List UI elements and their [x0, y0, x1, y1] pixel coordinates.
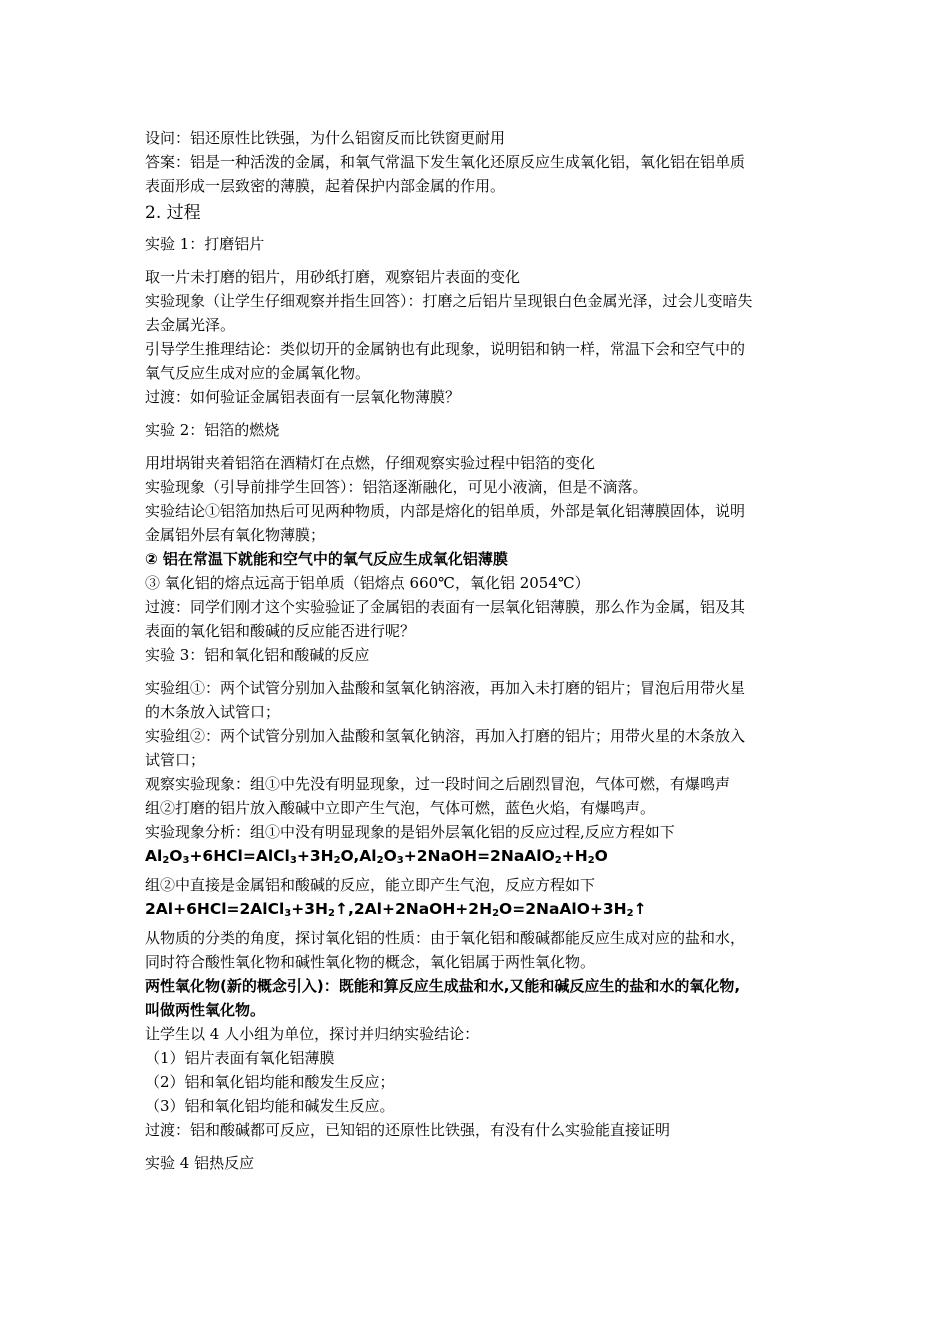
- conclusion-item-1: （1）铝片表面有氧化铝薄膜: [145, 1049, 335, 1067]
- document-page: [145, 126, 815, 1175]
- equation-alumina-reactions: $Al_2O_3+6HCl=AlCl_3+3H_2O,Al_2O_3+2NaOH=2NaAlO_2+H_2O$: [145, 847, 608, 866]
- experiment-group-2-line-1: 实验组②：两个试管分别加入盐酸和氢氧化钠溶，再加入打磨的铝片；用带火星的木条放入: [145, 727, 746, 745]
- property-line-2: 同时符合酸性氧化物和碱性氧化物的概念，氧化铝属于两性氧化物。: [145, 953, 596, 971]
- experiment-group-1-line-2: 的木条放入试管口；: [145, 703, 281, 721]
- answer-line-1: 答案：铝是一种活泼的金属，和氧气常温下发生氧化还原反应生成氧化铝，氧化铝在铝单质: [145, 153, 746, 171]
- conclusion-item-3: （3）铝和氧化铝均能和碱发生反应。: [145, 1097, 395, 1115]
- conclusion-item-2: （2）铝和氧化铝均能和酸发生反应；: [145, 1073, 395, 1091]
- experiment-group-1-line-1: 实验组①：两个试管分别加入盐酸和氢氧化钠溶液，再加入未打磨的铝片；冒泡后用带火星: [145, 679, 746, 697]
- analysis-3: 实验现象分析：组①中没有明显现象的是铝外层氧化铝的反应过程,反应方程如下: [145, 823, 675, 841]
- section-heading-process: 2. 过程: [145, 203, 201, 223]
- transition-2-line-2: 表面的氧化铝和酸碱的反应能否进行呢？: [145, 622, 416, 640]
- answer-line-2: 表面形成一层致密的薄膜，起着保护内部金属的作用。: [145, 177, 506, 195]
- observation-3-line-1: 观察实验现象：组①中先没有明显现象，过一段时间之后剧烈冒泡，气体可燃，有爆鸣声: [145, 775, 731, 793]
- experiment-3-title: 实验 3：铝和氧化铝和酸碱的反应: [145, 646, 370, 664]
- question-line: 设问：铝还原性比铁强，为什么铝窗反而比铁窗更耐用: [145, 129, 506, 147]
- transition-1: 过渡：如何验证金属铝表面有一层氧化物薄膜？: [145, 388, 461, 406]
- experiment-2-procedure: 用坩埚钳夹着铝箔在酒精灯在点燃，仔细观察实验过程中铝箔的变化: [145, 454, 596, 472]
- experiment-2-conclusion-2: ② 铝在常温下就能和空气中的氧气反应生成氧化铝薄膜: [145, 550, 508, 568]
- observation-3-line-2: 组②打磨的铝片放入酸碱中立即产生气泡，气体可燃，蓝色火焰，有爆鸣声。: [145, 799, 656, 817]
- experiment-1-conclusion-2: 氧气反应生成对应的金属氧化物。: [145, 364, 371, 382]
- experiment-1-observation-1: 实验现象（让学生仔细观察并指生回答）：打磨之后铝片呈现银白色金属光泽，过会儿变暗失: [145, 292, 753, 310]
- experiment-2-conclusion-1b: 金属铝外层有氧化物薄膜；: [145, 526, 326, 544]
- equation-aluminum-reactions: $2Al+6HCl=2AlCl_3+3H_2↑,2Al+2NaOH+2H_2O=2NaAlO+3H_2↑$: [145, 900, 647, 919]
- experiment-1-procedure: 取一片未打磨的铝片，用砂纸打磨，观察铝片表面的变化: [145, 268, 521, 286]
- experiment-1-conclusion-1: 引导学生推理结论：类似切开的金属钠也有此现象，说明铝和钠一样，常温下会和空气中的: [145, 340, 746, 358]
- transition-2-line-1: 过渡：同学们刚才这个实验验证了金属铝的表面有一层氧化铝薄膜，那么作为金属，铝及其: [145, 598, 746, 616]
- group-discussion: 让学生以 4 人小组为单位，探讨并归纳实验结论：: [145, 1025, 480, 1043]
- experiment-2-title: 实验 2：铝箔的燃烧: [145, 421, 280, 439]
- experiment-4-title: 实验 4 铝热反应: [145, 1154, 255, 1172]
- experiment-1-observation-2: 去金属光泽。: [145, 316, 236, 334]
- experiment-2-conclusion-1: 实验结论①铝箔加热后可见两种物质，内部是熔化的铝单质，外部是氧化铝薄膜固体，说明: [145, 502, 746, 520]
- property-line-1: 从物质的分类的角度，探讨氧化铝的性质：由于氧化铝和酸碱都能反应生成对应的盐和水，: [145, 929, 746, 947]
- group-2-analysis: 组②中直接是金属铝和酸碱的反应，能立即产生气泡，反应方程如下: [145, 876, 596, 894]
- experiment-group-2-line-2: 试管口；: [145, 751, 206, 769]
- experiment-1-title: 实验 1：打磨铝片: [145, 235, 265, 253]
- definition-line-1: 两性氧化物(新的概念引入)：既能和算反应生成盐和水,又能和碱反应生的盐和水的氧化物,: [145, 977, 741, 995]
- experiment-2-conclusion-3: ③ 氧化铝的熔点远高于铝单质（铝熔点 660℃，氧化铝 2054℃）: [145, 574, 590, 592]
- definition-line-2: 叫做两性氧化物。: [145, 1001, 266, 1019]
- transition-3: 过渡：铝和酸碱都可反应，已知铝的还原性比铁强，有没有什么实验能直接证明: [145, 1121, 671, 1139]
- experiment-2-observation: 实验现象（引导前排学生回答）：铝箔逐渐融化，可见小液滴，但是不滴落。: [145, 478, 648, 496]
